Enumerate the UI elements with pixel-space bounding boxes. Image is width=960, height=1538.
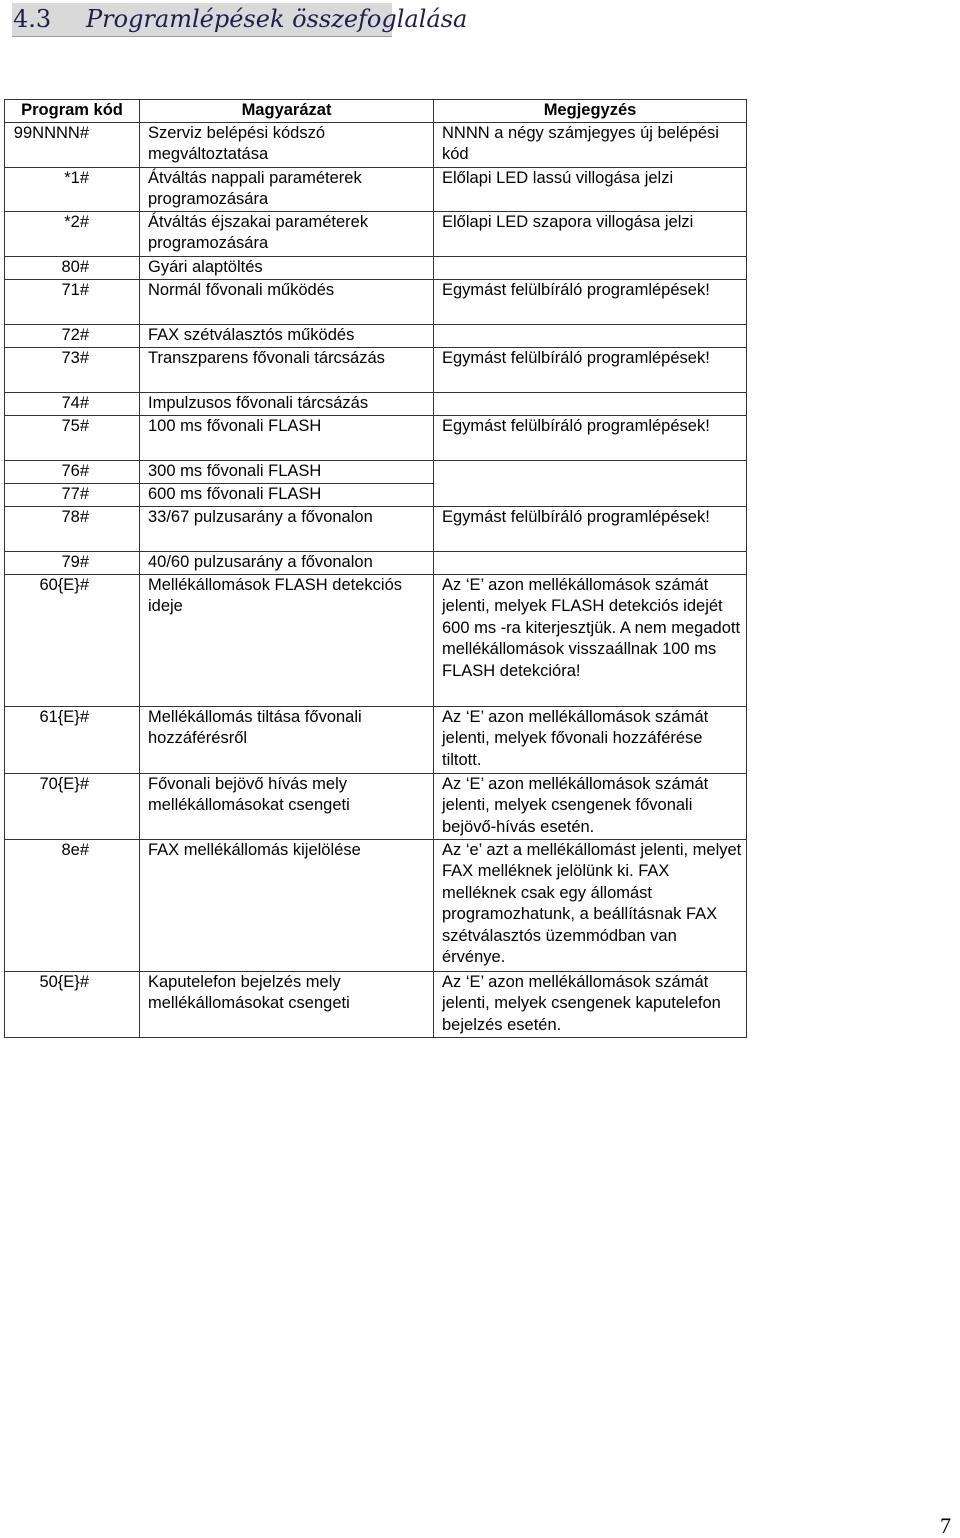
program-code: 80# bbox=[5, 256, 140, 279]
table-row bbox=[5, 574, 747, 706]
program-description: Átváltás éjszakai paraméterek programozására bbox=[140, 211, 434, 256]
table-row bbox=[5, 347, 747, 392]
table-row bbox=[5, 392, 747, 415]
section-heading bbox=[12, 3, 468, 37]
program-code: 60{E}# bbox=[5, 574, 140, 706]
table-row bbox=[5, 839, 747, 971]
program-code: 70{E}# bbox=[5, 773, 140, 839]
table-row bbox=[5, 324, 747, 347]
program-note: Az ‘e’ azt a mellékállomást jelenti, melyet FAX melléknek jelölünk ki. FAX melléknek csak egy állomást programozhatunk, a beállításnak FAX szétválasztós üzemmódban van érvénye. bbox=[434, 839, 747, 971]
program-note bbox=[434, 551, 747, 574]
section-title: Programlépések összefoglalása bbox=[86, 5, 468, 33]
program-note: Az ‘E’ azon mellékállomások számát jelenti, melyek fővonali hozzáférése tiltott. bbox=[434, 706, 747, 773]
program-note: NNNN a négy számjegyes új belépési kód bbox=[434, 122, 747, 167]
program-code: 79# bbox=[5, 551, 140, 574]
program-code: *2# bbox=[5, 211, 140, 256]
program-code: 73# bbox=[5, 347, 140, 392]
header-explanation: Magyarázat bbox=[140, 100, 434, 123]
program-note: Előlapi LED szapora villogása jelzi bbox=[434, 211, 747, 256]
table-row bbox=[5, 415, 747, 460]
program-description: 600 ms fővonali FLASH bbox=[140, 483, 434, 506]
program-code: 71# bbox=[5, 279, 140, 324]
program-description: FAX szétválasztós működés bbox=[140, 324, 434, 347]
page-number: 7 bbox=[940, 1513, 951, 1538]
program-note: Az ‘E’ azon mellékállomások számát jelenti, melyek csengenek fővonali bejövő-hívás esetén. bbox=[434, 773, 747, 839]
program-description: 40/60 pulzusarány a fővonalon bbox=[140, 551, 434, 574]
table-row bbox=[5, 167, 747, 211]
program-description: Átváltás nappali paraméterek programozására bbox=[140, 167, 434, 211]
program-description: Mellékállomások FLASH detekciós ideje bbox=[140, 574, 434, 706]
program-code: 74# bbox=[5, 392, 140, 415]
table-header-row bbox=[5, 100, 747, 123]
program-code: 78# bbox=[5, 506, 140, 551]
program-description: Kaputelefon bejelzés mely mellékállomásokat csengeti bbox=[140, 971, 434, 1037]
program-note bbox=[434, 460, 747, 506]
table-row bbox=[5, 256, 747, 279]
program-note bbox=[434, 392, 747, 415]
section-number: 4.3 bbox=[13, 5, 52, 33]
program-description: Gyári alaptöltés bbox=[140, 256, 434, 279]
table-row bbox=[5, 460, 747, 483]
table-row bbox=[5, 211, 747, 256]
program-code: 50{E}# bbox=[5, 971, 140, 1037]
program-description: 100 ms fővonali FLASH bbox=[140, 415, 434, 460]
program-code: 61{E}# bbox=[5, 706, 140, 773]
program-description: FAX mellékállomás kijelölése bbox=[140, 839, 434, 971]
program-description: Transzparens fővonali tárcsázás bbox=[140, 347, 434, 392]
header-note: Megjegyzés bbox=[434, 100, 747, 123]
program-description: 33/67 pulzusarány a fővonalon bbox=[140, 506, 434, 551]
program-code: *1# bbox=[5, 167, 140, 211]
program-note: Egymást felülbíráló programlépések! bbox=[434, 279, 747, 324]
table-row bbox=[5, 122, 747, 167]
program-code: 72# bbox=[5, 324, 140, 347]
header-program-code: Program kód bbox=[5, 100, 140, 123]
program-note: Előlapi LED lassú villogása jelzi bbox=[434, 167, 747, 211]
table-row bbox=[5, 551, 747, 574]
table-row bbox=[5, 506, 747, 551]
program-code: 77# bbox=[5, 483, 140, 506]
program-note: Egymást felülbíráló programlépések! bbox=[434, 415, 747, 460]
program-code: 76# bbox=[5, 460, 140, 483]
program-steps-table bbox=[4, 99, 747, 1038]
program-code: 99NNNN# bbox=[5, 122, 140, 167]
program-description: Mellékállomás tiltása fővonali hozzáférésről bbox=[140, 706, 434, 773]
program-description: 300 ms fővonali FLASH bbox=[140, 460, 434, 483]
program-note: Egymást felülbíráló programlépések! bbox=[434, 347, 747, 392]
program-note: Az ‘E’ azon mellékállomások számát jelenti, melyek csengenek kaputelefon bejelzés esetén. bbox=[434, 971, 747, 1037]
table-row bbox=[5, 706, 747, 773]
program-description: Fővonali bejövő hívás mely mellékállomásokat csengeti bbox=[140, 773, 434, 839]
table-row bbox=[5, 773, 747, 839]
program-description: Szerviz belépési kódszó megváltoztatása bbox=[140, 122, 434, 167]
program-description: Impulzusos fővonali tárcsázás bbox=[140, 392, 434, 415]
program-note bbox=[434, 324, 747, 347]
program-note: Az ‘E’ azon mellékállomások számát jelenti, melyek FLASH detekciós idejét 600 ms -ra kiterjesztjük. A nem megadott mellékállomások visszaállnak 100 ms FLASH detekcióra! bbox=[434, 574, 747, 706]
program-note: Egymást felülbíráló programlépések! bbox=[434, 506, 747, 551]
program-code: 75# bbox=[5, 415, 140, 460]
program-note bbox=[434, 256, 747, 279]
table-row bbox=[5, 279, 747, 324]
program-description: Normál fővonali működés bbox=[140, 279, 434, 324]
program-code: 8e# bbox=[5, 839, 140, 971]
table-row bbox=[5, 971, 747, 1037]
